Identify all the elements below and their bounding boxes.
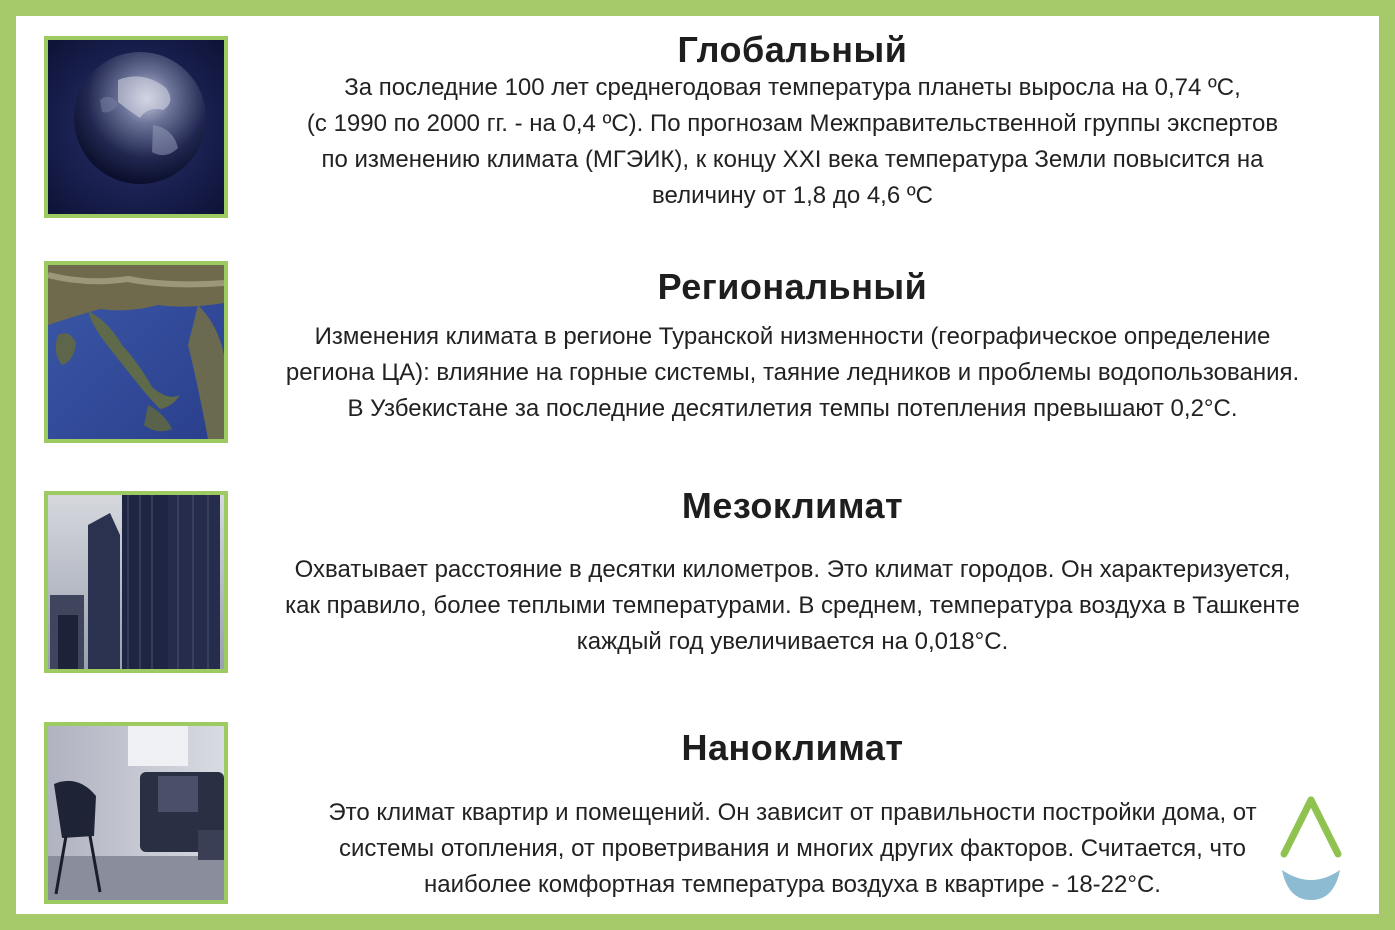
water-drop-logo <box>1278 794 1344 904</box>
section-title: Региональный <box>657 266 928 307</box>
section-text-line: Охватывает расстояние в десятки километров. Это климат городов. Он характеризуется, <box>294 556 1291 583</box>
section-text-line: Изменения климата в регионе Туранской низменности (географическое определение <box>314 323 1271 350</box>
section-meso <box>250 486 1335 660</box>
room-interior-photo <box>44 722 228 904</box>
section-text-line: наиболее комфортная температура воздуха в квартире - 18-22°С. <box>424 871 1161 898</box>
section-text-line: Это климат квартир и помещений. Он зависит от правильности постройки дома, от <box>328 799 1257 826</box>
section-text-line: величину от 1,8 до 4,6 ºС <box>652 182 933 209</box>
section-text-line: В Узбекистане за последние десятилетия темпы потепления превышают 0,2°С. <box>347 395 1238 422</box>
section-global <box>250 30 1335 214</box>
section-text-line: За последние 100 лет среднегодовая температура планеты выросла на 0,74 ºС, <box>344 74 1241 101</box>
section-text-line: по изменению климата (МГЭИК), к концу XXI века температура Земли повысится на <box>321 146 1264 173</box>
relief-map-photo <box>44 261 228 443</box>
section-nano <box>250 728 1335 903</box>
section-title: Глобальный <box>677 29 908 70</box>
section-text-line: каждый год увеличивается на 0,018°С. <box>576 628 1009 655</box>
section-text-line: (с 1990 по 2000 гг. - на 0,4 ºС). По прогнозам Межправительственной группы экспертов <box>306 110 1279 137</box>
section-title: Мезоклимат <box>681 485 904 526</box>
section-regional <box>250 267 1335 427</box>
section-text-line: региона ЦА): влияние на горные системы, таяние ледников и проблемы водопользования. <box>285 359 1300 386</box>
section-text-line: системы отопления, от проветривания и многих других факторов. Считается, что <box>338 835 1247 862</box>
city-skyscrapers-photo <box>44 491 228 673</box>
section-text-line: как правило, более теплыми температурами. В среднем, температура воздуха в Ташкенте <box>285 592 1300 619</box>
section-title: Наноклимат <box>681 727 904 768</box>
earth-globe-photo <box>44 36 228 218</box>
